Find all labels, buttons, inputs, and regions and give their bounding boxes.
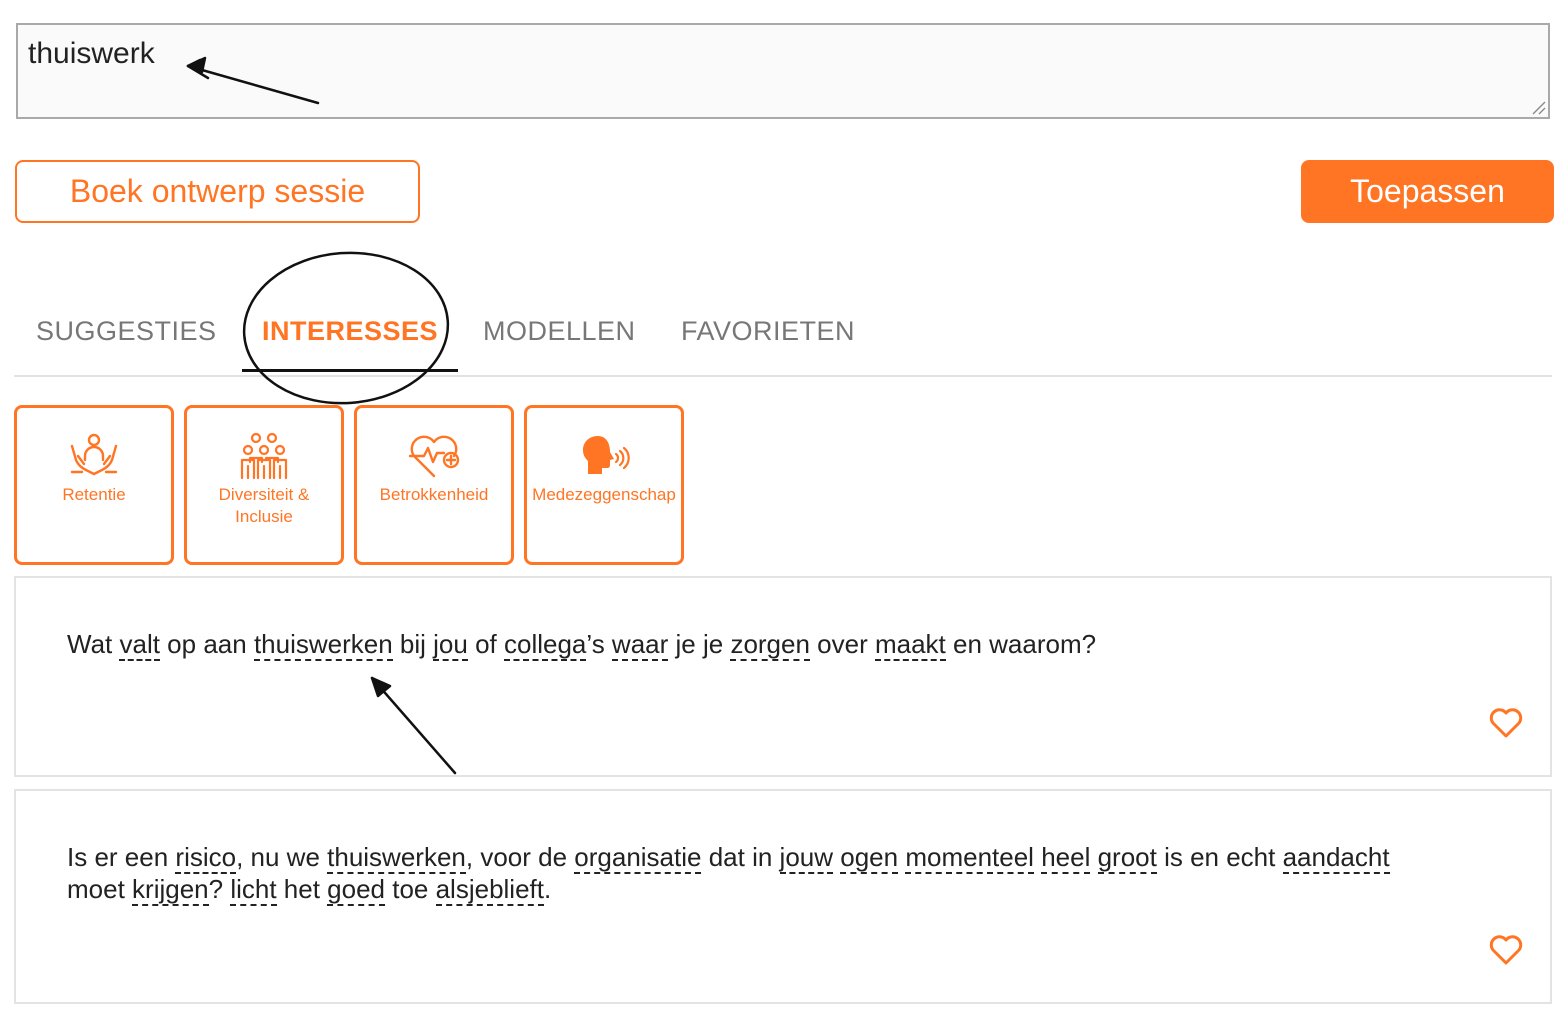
question-text-segment: dat in bbox=[701, 842, 780, 872]
resize-grip-icon[interactable] bbox=[1530, 99, 1546, 115]
question-text-segment: over bbox=[809, 629, 875, 659]
question-text-segment: of bbox=[467, 629, 504, 659]
search-textarea-value: thuiswerk bbox=[28, 37, 155, 70]
apply-label: Toepassen bbox=[1350, 173, 1505, 209]
keyword-link[interactable]: thuiswerken bbox=[327, 842, 466, 872]
speaking-head-icon bbox=[576, 432, 632, 480]
category-card-diversiteit-inclusie[interactable] bbox=[184, 405, 344, 565]
question-text bbox=[67, 628, 1407, 660]
question-text-segment: Wat bbox=[67, 629, 120, 659]
question-text-segment: is en echt bbox=[1156, 842, 1283, 872]
keyword-link[interactable]: jouw bbox=[779, 842, 834, 872]
keyword-link[interactable]: jou bbox=[433, 629, 468, 659]
question-text-segment: . bbox=[544, 874, 552, 904]
search-textarea[interactable] bbox=[16, 23, 1550, 119]
tab-bar bbox=[14, 300, 1552, 377]
question-text-segment: , nu we bbox=[236, 842, 328, 872]
apply-button[interactable] bbox=[1301, 160, 1554, 223]
keyword-link[interactable]: organisatie bbox=[574, 842, 702, 872]
category-label: Medezeggenschap bbox=[532, 485, 676, 504]
question-card bbox=[14, 576, 1552, 777]
heart-pulse-icon bbox=[406, 432, 462, 480]
tab-favorieten[interactable]: FAVORIETEN bbox=[681, 316, 856, 346]
keyword-link[interactable]: maakt bbox=[874, 629, 946, 659]
keyword-link[interactable]: collega bbox=[503, 629, 587, 659]
category-card-betrokkenheid[interactable] bbox=[354, 405, 514, 565]
question-text-segment: ? bbox=[208, 874, 231, 904]
keyword-link[interactable]: risico bbox=[175, 842, 237, 872]
question-card bbox=[14, 789, 1552, 1004]
tab-suggesties[interactable]: SUGGESTIES bbox=[36, 316, 217, 346]
question-text-segment: Is er een bbox=[67, 842, 176, 872]
favorite-heart-icon[interactable] bbox=[1488, 705, 1524, 739]
keyword-link[interactable]: alsjeblieft bbox=[435, 874, 544, 904]
keyword-link[interactable]: groot bbox=[1097, 842, 1157, 872]
keyword-link[interactable]: licht bbox=[230, 874, 277, 904]
book-design-session-label: Boek ontwerp sessie bbox=[69, 173, 366, 209]
category-label: Betrokkenheid bbox=[379, 485, 489, 504]
question-text-segment: bij bbox=[392, 629, 434, 659]
diverse-group-icon bbox=[236, 432, 292, 480]
tab-interesses[interactable]: INTERESSES bbox=[262, 316, 439, 346]
question-text-segment: en waarom? bbox=[945, 629, 1097, 659]
keyword-link[interactable]: heel bbox=[1041, 842, 1091, 872]
question-text-segment: toe bbox=[385, 874, 436, 904]
keyword-link[interactable]: thuiswerken bbox=[253, 629, 393, 659]
active-tab-indicator bbox=[242, 369, 458, 372]
question-text-segment bbox=[1090, 842, 1097, 872]
keyword-link[interactable]: zorgen bbox=[730, 629, 810, 659]
keyword-link[interactable]: goed bbox=[327, 874, 385, 904]
category-card-medezeggenschap[interactable] bbox=[524, 405, 684, 565]
keyword-link[interactable]: valt bbox=[119, 629, 160, 659]
tab-modellen[interactable]: MODELLEN bbox=[483, 316, 636, 346]
hands-holding-person-icon bbox=[66, 432, 122, 480]
category-label: Retentie bbox=[62, 485, 126, 504]
favorite-heart-icon[interactable] bbox=[1488, 932, 1524, 966]
keyword-link[interactable]: krijgen bbox=[132, 874, 209, 904]
category-card-retentie[interactable] bbox=[14, 405, 174, 565]
book-design-session-button[interactable] bbox=[15, 160, 420, 223]
question-text-segment: je je bbox=[668, 629, 731, 659]
question-text-segment: op aan bbox=[159, 629, 254, 659]
question-text bbox=[67, 841, 1407, 905]
category-label: Diversiteit & Inclusie bbox=[218, 485, 310, 526]
question-text-segment: het bbox=[276, 874, 328, 904]
keyword-link[interactable]: momenteel bbox=[905, 842, 1034, 872]
keyword-link[interactable]: ogen bbox=[840, 842, 899, 872]
question-text-segment: , voor de bbox=[465, 842, 575, 872]
keyword-link[interactable]: aandacht bbox=[1282, 842, 1390, 872]
question-text-segment: moet bbox=[67, 874, 133, 904]
question-text-segment: ’s bbox=[586, 629, 612, 659]
keyword-link[interactable]: waar bbox=[611, 629, 669, 659]
